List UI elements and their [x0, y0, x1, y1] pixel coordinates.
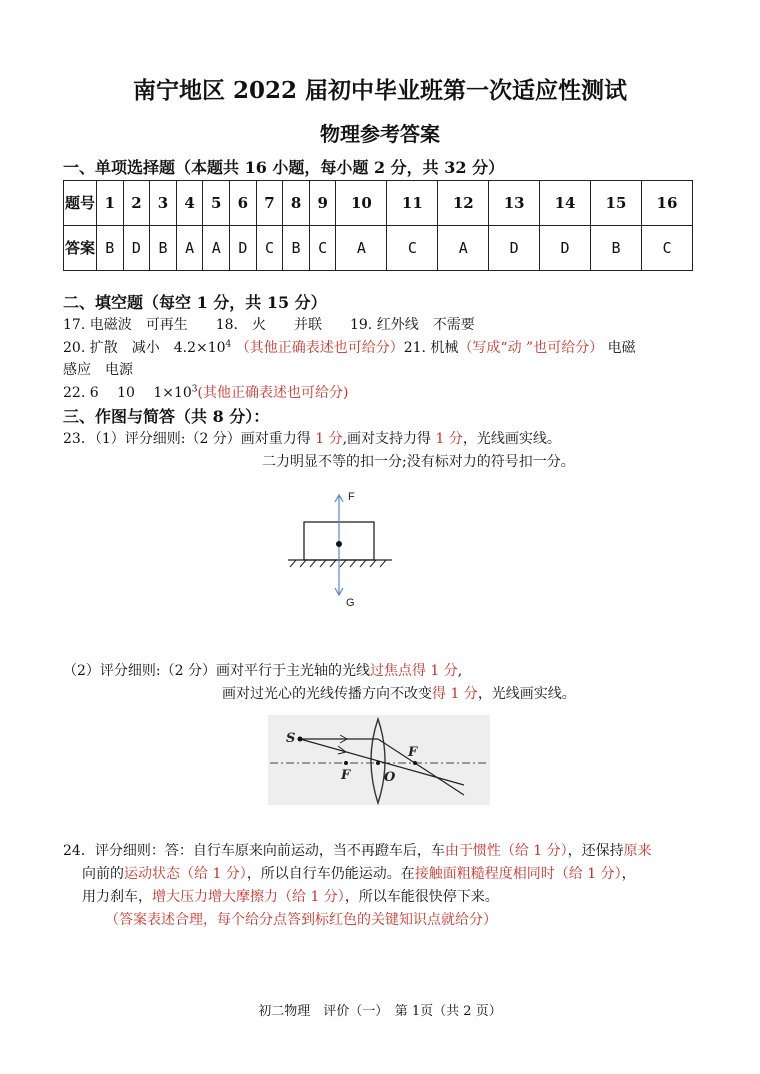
- answer-cell: B: [591, 226, 642, 271]
- answer-cell: C: [309, 226, 336, 271]
- section2-heading: 二、填空题（每空 1 分，共 15 分）: [63, 293, 327, 312]
- answer-table: [63, 180, 693, 271]
- fill-line-3: 感应 电源: [63, 362, 133, 378]
- center-of-mass-dot: [336, 541, 342, 547]
- question-number-cell: 13: [489, 181, 540, 226]
- q23-red-2: 1 分: [435, 431, 463, 447]
- q23-line-1: [63, 428, 561, 448]
- lens-diagram: [268, 715, 490, 805]
- fill-line-2-exponent: 4: [225, 339, 232, 350]
- answer-cell: B: [150, 226, 177, 271]
- force-label-g: G: [346, 597, 355, 609]
- q23-2-text-d: ，光线画实线。: [477, 686, 576, 702]
- question-number-cell: 8: [283, 181, 310, 226]
- label-s: S: [286, 731, 296, 746]
- row-label-number: 题号: [64, 181, 97, 226]
- q23-2-line-2: [222, 683, 576, 703]
- question-number-cell: 5: [203, 181, 230, 226]
- q23-2-line-1: [63, 660, 462, 680]
- fill-line-2: [63, 337, 636, 357]
- q24-text-1b: ，还保持: [567, 843, 624, 859]
- q24-red-2b: 接触面粗糙程度相同时（给 1 分）: [414, 866, 622, 882]
- label-o: O: [384, 770, 396, 785]
- answer-table-number-row: [64, 181, 693, 226]
- ray-optical-center: [300, 739, 464, 785]
- q23-line-2: 二力明显不等的扣一分;没有标对力的符号扣一分。: [262, 454, 575, 470]
- q24-note: （答案表述合理，每个给分点答到标红色的关键知识点就给分）: [105, 912, 497, 928]
- answer-cell: C: [641, 226, 692, 271]
- question-number-cell: 1: [97, 181, 124, 226]
- question-number-cell: 12: [438, 181, 489, 226]
- question-number-cell: 16: [641, 181, 692, 226]
- ground-hatching: [290, 560, 386, 567]
- fill-line-4-text: 22. 6 10 1×10: [63, 385, 192, 401]
- fill-line-2-red-note-2: （写成“动 ”也可给分）: [458, 340, 604, 356]
- document-subtitle: 物理参考答案: [320, 122, 440, 146]
- fill-line-2-text-c: 电磁: [607, 340, 636, 356]
- ray-refracted: [378, 739, 464, 795]
- q24-line-1: [63, 840, 652, 860]
- question-number-cell: 10: [336, 181, 387, 226]
- fill-line-2-text-b: 21. 机械: [403, 340, 459, 356]
- fill-line-2-red-note: （其他正确表述也可给分）: [235, 340, 404, 356]
- question-number-cell: 9: [309, 181, 336, 226]
- answer-cell: A: [438, 226, 489, 271]
- focus-left-dot: [344, 761, 348, 765]
- question-number-cell: 4: [176, 181, 203, 226]
- q23-text-b: ,画对支持力得: [342, 431, 432, 447]
- q23-2-text-c: 画对过光心的光线传播方向不改变: [222, 686, 432, 702]
- q24-text-2b: ，所以自行车仍能运动。在: [246, 866, 415, 882]
- answer-cell: B: [283, 226, 310, 271]
- section3-heading: 三、作图与简答（共 8 分）：: [63, 407, 270, 426]
- focus-right-dot: [413, 761, 417, 765]
- fill-line-2-text-a: 20. 扩散 减小 4.2×10: [63, 340, 226, 356]
- q24-text-2c: ，: [621, 866, 636, 882]
- q24-red-1: 由于惯性（给 1 分）: [444, 843, 568, 859]
- fill-line-4-exponent: 3: [191, 384, 198, 395]
- label-f-right: F: [408, 745, 418, 760]
- q24-text-2a: 向前的: [82, 866, 124, 882]
- q24-line-3: [82, 886, 499, 906]
- q24-line-2: [82, 863, 636, 883]
- answer-cell: A: [176, 226, 203, 271]
- question-number-cell: 3: [150, 181, 177, 226]
- q24-red-3: 增大压力增大摩擦力（给 1 分）: [152, 889, 345, 905]
- optical-center-dot: [376, 761, 380, 765]
- answer-cell: A: [203, 226, 230, 271]
- force-diagram: [280, 482, 420, 612]
- row-label-answer: 答案: [64, 226, 97, 271]
- question-number-cell: 15: [591, 181, 642, 226]
- q23-text-c: ，光线画实线。: [462, 431, 561, 447]
- page-footer: 初二物理 评价（一） 第 1页（共 2 页）: [258, 1004, 502, 1019]
- question-number-cell: 14: [540, 181, 591, 226]
- question-number-cell: 7: [256, 181, 283, 226]
- answer-table-answer-row: [64, 226, 693, 271]
- q23-2-red-1: 过焦点得 1 分: [369, 663, 458, 679]
- answer-cell: D: [230, 226, 257, 271]
- q24-red-1b: 原来: [623, 843, 652, 859]
- label-f-left: F: [341, 768, 351, 783]
- q23-2-text-a: （2）评分细则:（2 分）画对平行于主光轴的光线: [63, 663, 370, 679]
- document-title: 南宁地区 2022 届初中毕业班第一次适应性测试: [132, 77, 628, 104]
- answer-cell: D: [123, 226, 150, 271]
- force-label-f: F: [348, 491, 355, 503]
- q24-text-3b: ，所以车能很快停下来。: [344, 889, 499, 905]
- q23-red-1: 1 分: [315, 431, 343, 447]
- section1-heading: 一、单项选择题（本题共 16 小题，每小题 2 分，共 32 分）: [63, 158, 505, 177]
- fill-line-4-red-note: (其他正确表述也可给分): [197, 385, 349, 401]
- answer-cell: B: [97, 226, 124, 271]
- q23-text-a: 23．（1）评分细则:（2 分）画对重力得: [63, 431, 311, 447]
- answer-cell: D: [489, 226, 540, 271]
- question-number-cell: 2: [123, 181, 150, 226]
- q24-red-2: 运动状态（给 1 分）: [124, 866, 247, 882]
- answer-cell: D: [540, 226, 591, 271]
- fill-line-4: [63, 382, 348, 402]
- fill-line-1: 17. 电磁波 可再生 18. 火 并联 19. 红外线 不需要: [63, 317, 475, 333]
- answer-cell: C: [387, 226, 438, 271]
- q24-text-3a: 用力刹车，: [82, 889, 152, 905]
- point-source-s: [298, 737, 303, 742]
- question-number-cell: 6: [230, 181, 257, 226]
- question-number-cell: 11: [387, 181, 438, 226]
- answer-cell: C: [256, 226, 283, 271]
- q23-2-red-2: 得 1 分: [432, 686, 478, 702]
- q24-text-1a: 24．评分细则：答：自行车原来向前运动，当不再蹬车后，车: [63, 843, 445, 859]
- q23-2-text-b: ,: [457, 663, 463, 679]
- answer-cell: A: [336, 226, 387, 271]
